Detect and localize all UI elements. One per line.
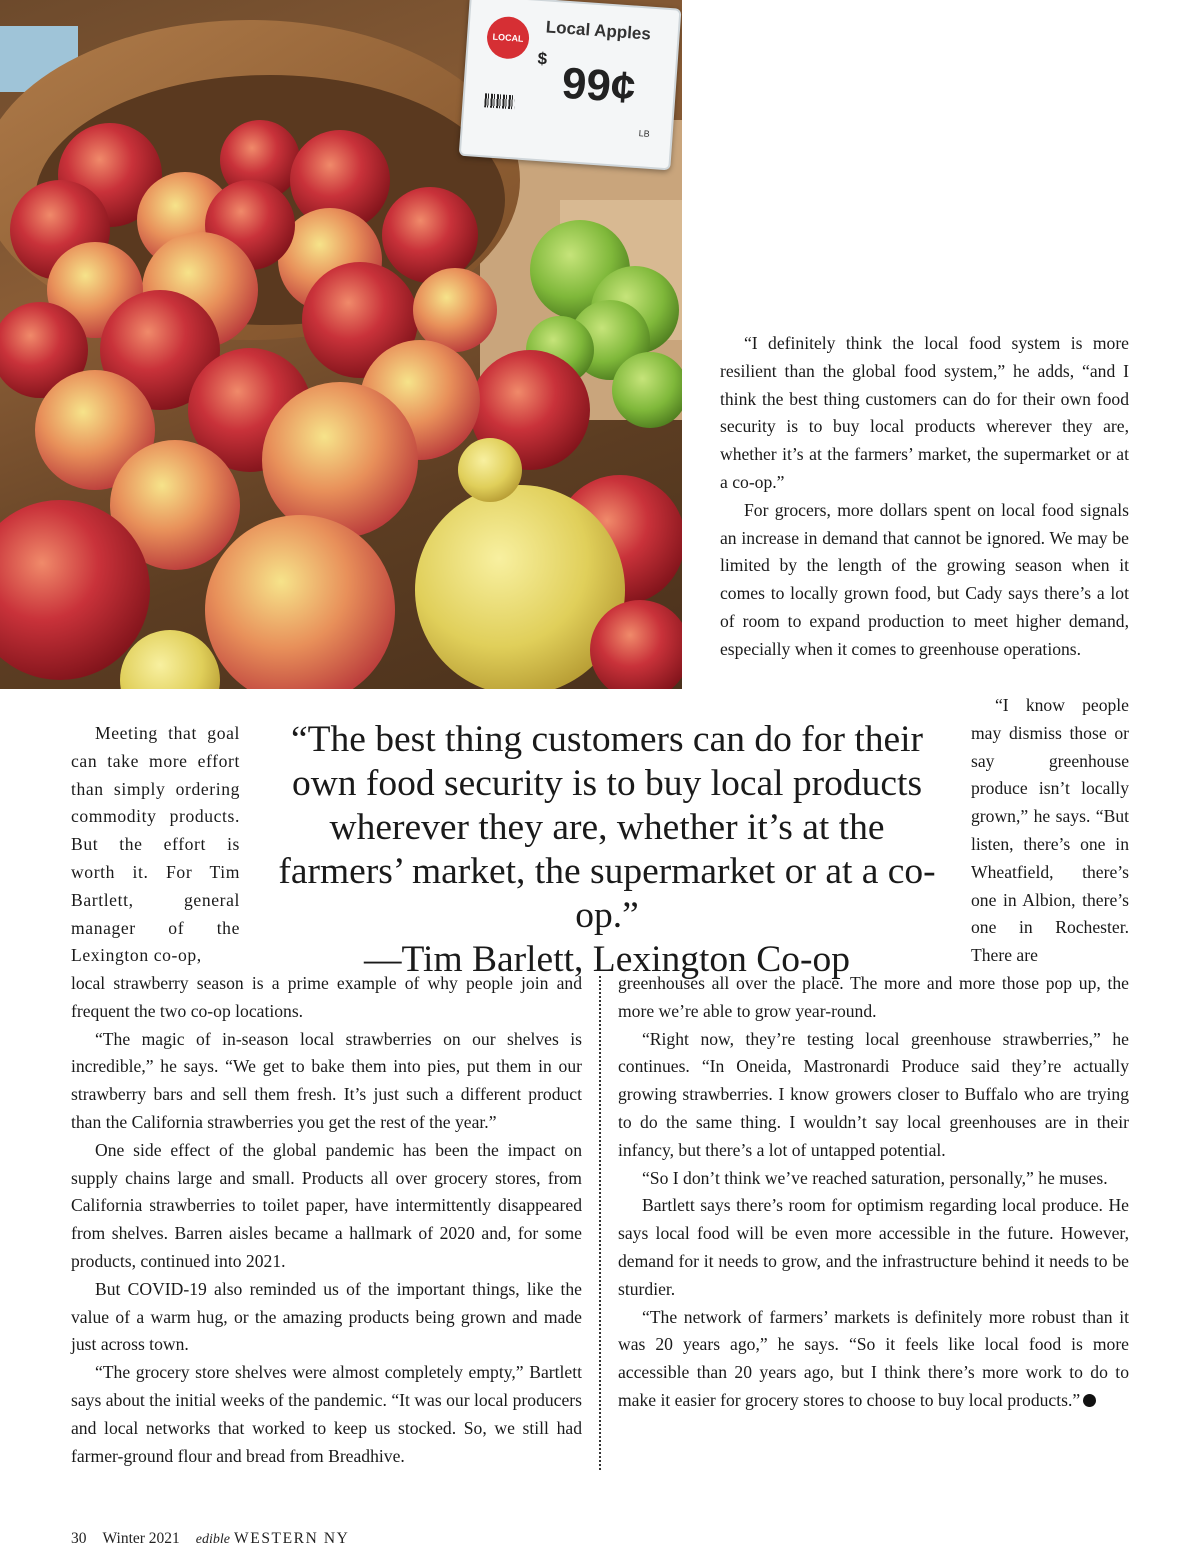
paragraph: “Right now, they’re testing local greenhouse strawberries,” he continues. “In Oneida, Mastronardi Produce said they’re actually growing strawberries. I know growers closer to Buffalo who are trying to do the same thing. I wouldn’t say local greenhouses are in their infancy, but there’s a lot of untapped potential. xyxy=(618,1028,1129,1160)
bottom-right-column xyxy=(618,970,1129,1415)
top-right-column xyxy=(720,330,1129,664)
sign-title: Local Apples xyxy=(545,17,652,44)
paragraph: “The grocery store shelves were almost completely empty,” Bartlett says about the initial weeks of the pandemic. “It was our local producers and local networks that worked to keep us stocked. So, we still had farmer-ground flour and bread from Breadhive. xyxy=(71,1362,582,1466)
end-mark-icon xyxy=(1083,1394,1096,1407)
paragraph: “I know people may dismiss those or say greenhouse produce isn’t locally grown,” he says. “But listen, there’s one in Wheatfield, there’s one in Albion, there’s one in Rochester. There are xyxy=(971,695,1129,966)
paragraph: “The magic of in-season local strawberries on our shelves is incredible,” he says. “We get to bake them into pies, put them in our strawberry bars and sell them fresh. It’s just such a different product than the California strawberries you get the rest of the year.” xyxy=(71,1028,582,1132)
paragraph: “I definitely think the local food system is more resilient than the global food system,” he adds, “and I think the best thing customers can do for their own food security is to buy local products wherever they are, whether it’s at the farmers’ market, the supermarket or at a co-op.” xyxy=(720,333,1129,492)
pull-quote xyxy=(262,718,952,982)
paragraph: Meeting that goal can take more effort than simply ordering commodity products. But the effort is worth it. For Tim Bartlett, general manager of the Lexington co-op, xyxy=(71,723,240,966)
sign-price: 99¢ xyxy=(560,58,637,113)
page-footer xyxy=(71,1530,349,1548)
apples-photo xyxy=(0,0,682,689)
paragraph: But COVID-19 also reminded us of the important things, like the value of a warm hug, or the amazing products being grown and made just across town. xyxy=(71,1278,582,1355)
paragraph-last xyxy=(618,1304,1129,1415)
brand-prefix: edible xyxy=(195,1532,231,1547)
brand-name: WESTERN NY xyxy=(234,1530,350,1547)
pull-quote-text: “The best thing customers can do for their own food security is to buy local products wherever they are, whether it’s at the farmers’ market, the supermarket or at a co-op.” xyxy=(278,719,936,936)
local-badge-icon: LOCAL xyxy=(486,15,531,60)
paragraph: Bartlett says there’s room for optimism regarding local produce. He says local food will be even more accessible in the future. However, demand for it needs to grow, and the infrastructure behind it needs to be sturdier. xyxy=(618,1195,1129,1299)
paragraph: One side effect of the global pandemic has been the impact on supply chains large and small. Products all over grocery stores, from California strawberries to toilet paper, have intermittently disappeared from shelves. Barren aisles became a hallmark of 2020 and, for some products, continued into 2021. xyxy=(71,1139,582,1271)
paragraph: “So I don’t think we’ve reached saturation, personally,” he muses. xyxy=(642,1167,1108,1188)
paragraph: local strawberry season is a prime example of why people join and frequent the two co-op locations. xyxy=(71,973,582,1021)
bottom-left-column xyxy=(71,970,582,1470)
page-number: 30 xyxy=(71,1530,87,1547)
column-divider xyxy=(599,976,601,1470)
pull-quote-attribution: —Tim Barlett, Lexington Co-op xyxy=(363,939,851,980)
paragraph: For grocers, more dollars spent on local food signals an increase in demand that cannot be ignored. We may be limited by the length of the growing season when it comes to locally grown food, but Cady says there’s a lot of room to expand production to meet higher demand, especially when it comes to greenhouse operations. xyxy=(720,499,1129,659)
issue-label: Winter 2021 xyxy=(102,1530,180,1547)
sign-unit: LB xyxy=(638,128,651,139)
price-sign xyxy=(459,0,682,170)
sign-currency: $ xyxy=(537,48,548,69)
paragraph-text: “The network of farmers’ markets is definitely more robust than it was 20 years ago,” he says. “So it feels like local food is more accessible than 20 years ago, but I think there’s more work to do to make it easier for grocery stores to choose to buy local products.” xyxy=(618,1306,1129,1410)
right-narrow-column xyxy=(971,692,1129,970)
barcode-icon xyxy=(484,93,515,109)
left-narrow-column xyxy=(71,720,240,970)
paragraph: greenhouses all over the place. The more and more those pop up, the more we’re able to grow year-round. xyxy=(618,973,1129,1021)
